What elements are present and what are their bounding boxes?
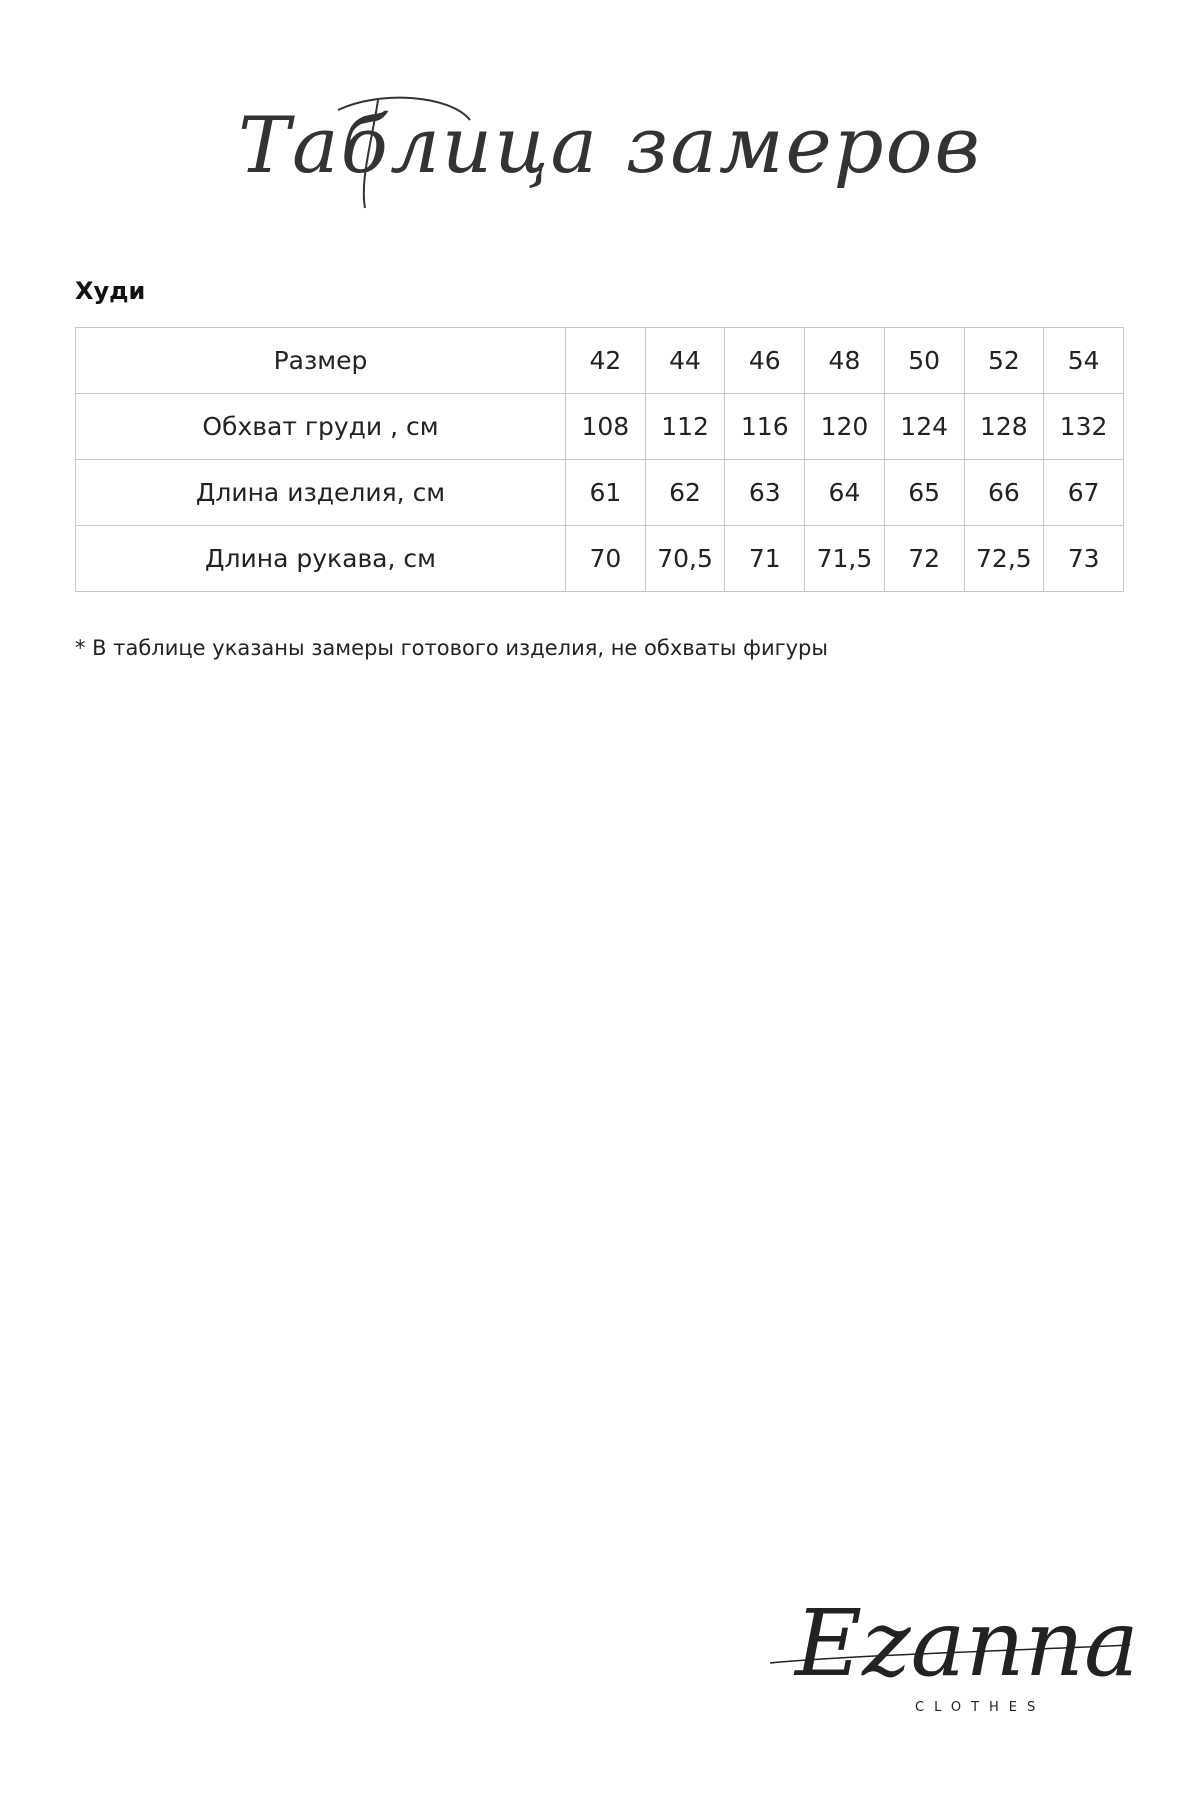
table-row	[76, 328, 1124, 394]
table-cell: 128	[964, 394, 1044, 460]
table-cell: 72,5	[964, 526, 1044, 592]
table-cell: 120	[805, 394, 885, 460]
page-title	[0, 60, 1200, 220]
table-cell: 124	[884, 394, 964, 460]
brand-tagline: CLOTHES	[915, 1700, 1046, 1715]
row-label: Длина изделия, см	[76, 460, 566, 526]
table-cell: 50	[884, 328, 964, 394]
footnote: * В таблице указаны замеры готового изделия, не обхваты фигуры	[75, 636, 828, 660]
brand-logo	[765, 1585, 1135, 1730]
size-table	[75, 327, 1124, 592]
table-cell: 72	[884, 526, 964, 592]
table-cell: 112	[645, 394, 725, 460]
table-cell: 52	[964, 328, 1044, 394]
table-cell: 61	[566, 460, 646, 526]
table-cell: 70	[566, 526, 646, 592]
table-cell: 44	[645, 328, 725, 394]
table-cell: 62	[645, 460, 725, 526]
row-label: Длина рукава, см	[76, 526, 566, 592]
brand-name: Ezanna	[795, 1590, 1135, 1697]
table-cell: 46	[725, 328, 805, 394]
table-cell: 42	[566, 328, 646, 394]
table-cell: 132	[1044, 394, 1124, 460]
table-cell: 70,5	[645, 526, 725, 592]
row-label: Размер	[76, 328, 566, 394]
page-title-text: Таблица замеров	[238, 101, 982, 191]
table-cell: 54	[1044, 328, 1124, 394]
table-row	[76, 460, 1124, 526]
table-cell: 73	[1044, 526, 1124, 592]
table-row	[76, 394, 1124, 460]
table-cell: 63	[725, 460, 805, 526]
table-cell: 64	[805, 460, 885, 526]
section-title: Худи	[75, 277, 146, 305]
table-cell: 48	[805, 328, 885, 394]
table-cell: 65	[884, 460, 964, 526]
table-cell: 67	[1044, 460, 1124, 526]
table-row	[76, 526, 1124, 592]
script-title-graphic	[0, 60, 1200, 220]
table-cell: 116	[725, 394, 805, 460]
table-cell: 66	[964, 460, 1044, 526]
table-cell: 108	[566, 394, 646, 460]
table-cell: 71	[725, 526, 805, 592]
table-cell: 71,5	[805, 526, 885, 592]
brand-logo-graphic	[765, 1585, 1135, 1730]
row-label: Обхват груди , см	[76, 394, 566, 460]
